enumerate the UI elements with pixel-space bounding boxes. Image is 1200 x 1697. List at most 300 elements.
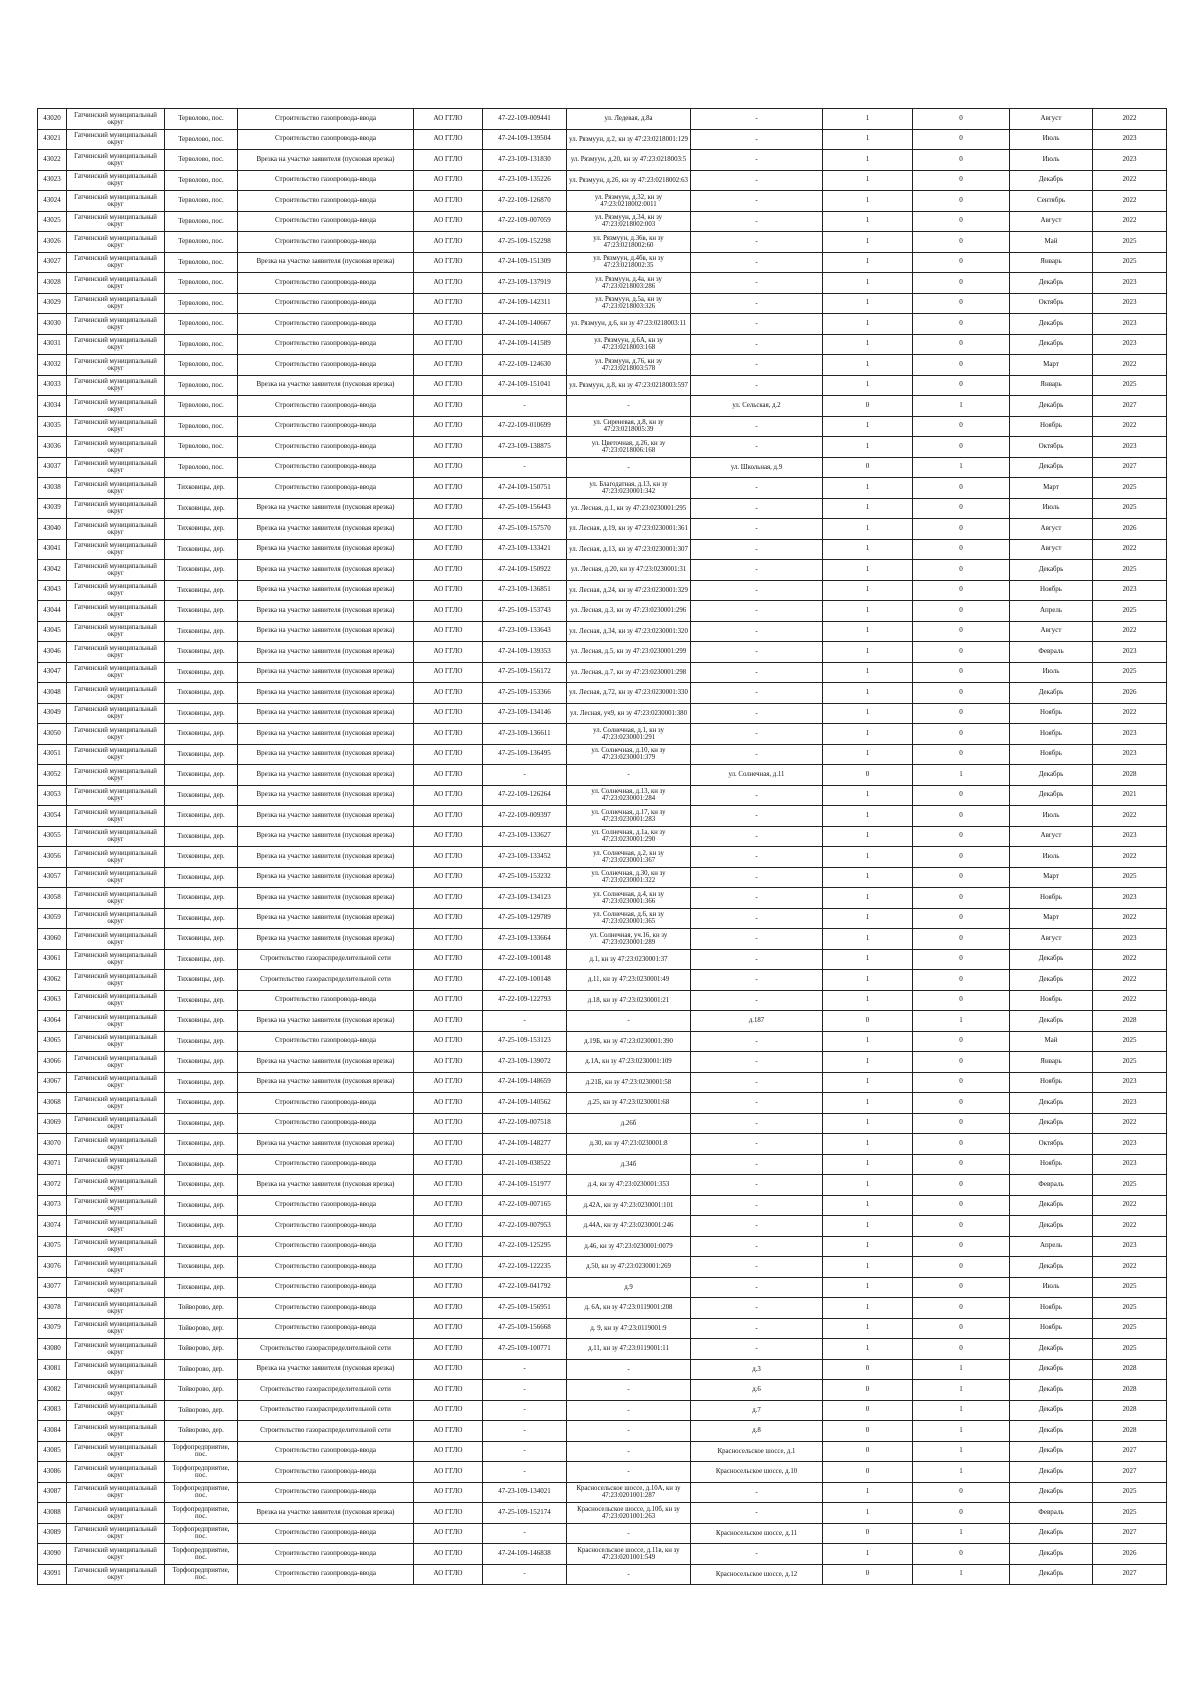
organization-cell: АО ГГЛО [414, 1523, 483, 1544]
municipality-cell: Гатчинский муниципальный округ [67, 560, 165, 581]
count-connected-cell: 1 [823, 1216, 913, 1237]
count-connected-cell: 1 [823, 888, 913, 909]
planned-address-cell: - [691, 232, 823, 253]
month-cell: Июль [1010, 150, 1093, 171]
address-cell: ул. Рязмуун, д.36в, кн зу 47:23:0218002:60 [567, 232, 691, 253]
municipality-cell: Гатчинский муниципальный округ [67, 744, 165, 765]
year-cell: 2023 [1093, 150, 1167, 171]
planned-address-cell: - [691, 970, 823, 991]
municipality-cell: Гатчинский муниципальный округ [67, 109, 165, 130]
planned-address-cell: ул. Школьная, д.9 [691, 457, 823, 478]
work-type-cell: Строительство газораспределительной сети [238, 1380, 414, 1401]
year-cell: 2025 [1093, 498, 1167, 519]
count-planned-cell: 0 [913, 1544, 1010, 1565]
row-number: 43059 [38, 908, 67, 929]
count-planned-cell: 0 [913, 1482, 1010, 1503]
work-type-cell: Строительство газопровода-ввода [238, 211, 414, 232]
row-number: 43060 [38, 929, 67, 950]
year-cell: 2023 [1093, 437, 1167, 458]
count-planned-cell: 0 [913, 929, 1010, 950]
application-number-cell: 47-23-109-133421 [483, 539, 567, 560]
address-cell: ул. Рязмуун, д.76, кн зу 47:23:0218003:578 [567, 355, 691, 376]
count-planned-cell: 0 [913, 150, 1010, 171]
count-connected-cell: 1 [823, 252, 913, 273]
year-cell: 2023 [1093, 314, 1167, 335]
count-planned-cell: 0 [913, 1031, 1010, 1052]
application-number-cell: 47-23-109-138875 [483, 437, 567, 458]
count-planned-cell: 1 [913, 457, 1010, 478]
settlement-cell: Тихковицы, дер. [165, 806, 238, 827]
row-number: 43072 [38, 1175, 67, 1196]
planned-address-cell: д.7 [691, 1400, 823, 1421]
year-cell: 2022 [1093, 847, 1167, 868]
application-number-cell: 47-24-109-151309 [483, 252, 567, 273]
row-number: 43073 [38, 1195, 67, 1216]
address-cell: ул. Рязмуун, д.4а, кн зу 47:23:0218003:286 [567, 273, 691, 294]
settlement-cell: Терволово, пос. [165, 437, 238, 458]
year-cell: 2028 [1093, 1359, 1167, 1380]
work-type-cell: Строительство газопровода-ввода [238, 1257, 414, 1278]
count-planned-cell: 0 [913, 273, 1010, 294]
count-planned-cell: 0 [913, 129, 1010, 150]
application-number-cell: 47-23-109-133664 [483, 929, 567, 950]
application-number-cell: - [483, 396, 567, 417]
table-row [38, 621, 1167, 642]
table-row [38, 1544, 1167, 1565]
table-row [38, 744, 1167, 765]
table-row [38, 1441, 1167, 1462]
work-type-cell: Врезка на участке заявителя (пусковая врезка) [238, 785, 414, 806]
row-number: 43064 [38, 1011, 67, 1032]
month-cell: Декабрь [1010, 1195, 1093, 1216]
row-number: 43046 [38, 642, 67, 663]
work-type-cell: Врезка на участке заявителя (пусковая врезка) [238, 519, 414, 540]
work-type-cell: Врезка на участке заявителя (пусковая врезка) [238, 252, 414, 273]
row-number: 43074 [38, 1216, 67, 1237]
municipality-cell: Гатчинский муниципальный округ [67, 416, 165, 437]
organization-cell: АО ГГЛО [414, 375, 483, 396]
work-type-cell: Врезка на участке заявителя (пусковая врезка) [238, 621, 414, 642]
organization-cell: АО ГГЛО [414, 519, 483, 540]
count-connected-cell: 1 [823, 847, 913, 868]
year-cell: 2026 [1093, 1544, 1167, 1565]
work-type-cell: Строительство газопровода-ввода [238, 314, 414, 335]
month-cell: Июль [1010, 1277, 1093, 1298]
organization-cell: АО ГГЛО [414, 703, 483, 724]
planned-address-cell: - [691, 519, 823, 540]
table-row [38, 396, 1167, 417]
municipality-cell: Гатчинский муниципальный округ [67, 211, 165, 232]
count-planned-cell: 0 [913, 109, 1010, 130]
year-cell: 2027 [1093, 1441, 1167, 1462]
address-cell: д.18, кн зу 47:23:0230001:21 [567, 990, 691, 1011]
work-type-cell: Строительство газопровода-ввода [238, 416, 414, 437]
organization-cell: АО ГГЛО [414, 601, 483, 622]
municipality-cell: Гатчинский муниципальный округ [67, 1236, 165, 1257]
organization-cell: АО ГГЛО [414, 1031, 483, 1052]
count-planned-cell: 0 [913, 662, 1010, 683]
month-cell: Апрель [1010, 1236, 1093, 1257]
settlement-cell: Тойворово, дер. [165, 1298, 238, 1319]
settlement-cell: Тойворово, дер. [165, 1400, 238, 1421]
year-cell: 2022 [1093, 109, 1167, 130]
work-type-cell: Строительство газораспределительной сети [238, 1339, 414, 1360]
row-number: 43057 [38, 867, 67, 888]
row-number: 43062 [38, 970, 67, 991]
address-cell: ул. Солнечная, д.1а, кн зу 47:23:0230001:290 [567, 826, 691, 847]
count-planned-cell: 0 [913, 355, 1010, 376]
organization-cell: АО ГГЛО [414, 109, 483, 130]
settlement-cell: Тихковицы, дер. [165, 867, 238, 888]
count-planned-cell: 0 [913, 1195, 1010, 1216]
table-row [38, 580, 1167, 601]
row-number: 43085 [38, 1441, 67, 1462]
organization-cell: АО ГГЛО [414, 396, 483, 417]
planned-address-cell: - [691, 990, 823, 1011]
year-cell: 2025 [1093, 478, 1167, 499]
table-row [38, 1052, 1167, 1073]
month-cell: Декабрь [1010, 1339, 1093, 1360]
planned-address-cell: - [691, 437, 823, 458]
municipality-cell: Гатчинский муниципальный округ [67, 826, 165, 847]
organization-cell: АО ГГЛО [414, 273, 483, 294]
work-type-cell: Врезка на участке заявителя (пусковая врезка) [238, 888, 414, 909]
address-cell: ул. Рязмуун, д.6А, кн зу 47:23:0218003:168 [567, 334, 691, 355]
municipality-cell: Гатчинский муниципальный округ [67, 1400, 165, 1421]
settlement-cell: Тихковицы, дер. [165, 1031, 238, 1052]
row-number: 43066 [38, 1052, 67, 1073]
row-number: 43055 [38, 826, 67, 847]
row-number: 43090 [38, 1544, 67, 1565]
address-cell: - [567, 765, 691, 786]
work-type-cell: Строительство газораспределительной сети [238, 1400, 414, 1421]
row-number: 43091 [38, 1564, 67, 1585]
planned-address-cell: - [691, 683, 823, 704]
table-row [38, 560, 1167, 581]
application-number-cell: 47-22-109-007518 [483, 1113, 567, 1134]
year-cell: 2025 [1093, 560, 1167, 581]
municipality-cell: Гатчинский муниципальный округ [67, 170, 165, 191]
municipality-cell: Гатчинский муниципальный округ [67, 498, 165, 519]
planned-address-cell: - [691, 642, 823, 663]
count-connected-cell: 1 [823, 1154, 913, 1175]
planned-address-cell: - [691, 150, 823, 171]
organization-cell: АО ГГЛО [414, 1318, 483, 1339]
row-number: 43026 [38, 232, 67, 253]
settlement-cell: Терволово, пос. [165, 375, 238, 396]
year-cell: 2023 [1093, 929, 1167, 950]
year-cell: 2025 [1093, 252, 1167, 273]
address-cell: д.19Б, кн зу 47:23:0230001:390 [567, 1031, 691, 1052]
month-cell: Октябрь [1010, 293, 1093, 314]
count-connected-cell: 1 [823, 990, 913, 1011]
count-connected-cell: 1 [823, 498, 913, 519]
application-number-cell: 47-25-109-129789 [483, 908, 567, 929]
year-cell: 2022 [1093, 949, 1167, 970]
month-cell: Декабрь [1010, 273, 1093, 294]
planned-address-cell: - [691, 847, 823, 868]
planned-address-cell: - [691, 1031, 823, 1052]
row-number: 43044 [38, 601, 67, 622]
count-connected-cell: 1 [823, 355, 913, 376]
application-number-cell: - [483, 1441, 567, 1462]
organization-cell: АО ГГЛО [414, 1236, 483, 1257]
address-cell: ул. Рязмуун, д.2, кн зу 47:23:0218001:129 [567, 129, 691, 150]
table-row [38, 334, 1167, 355]
planned-address-cell: - [691, 949, 823, 970]
count-connected-cell: 1 [823, 478, 913, 499]
application-number-cell: 47-24-109-148277 [483, 1134, 567, 1155]
year-cell: 2022 [1093, 355, 1167, 376]
year-cell: 2025 [1093, 1175, 1167, 1196]
organization-cell: АО ГГЛО [414, 1359, 483, 1380]
planned-address-cell: - [691, 1277, 823, 1298]
row-number: 43038 [38, 478, 67, 499]
row-number: 43047 [38, 662, 67, 683]
work-type-cell: Врезка на участке заявителя (пусковая врезка) [238, 929, 414, 950]
month-cell: Ноябрь [1010, 703, 1093, 724]
row-number: 43021 [38, 129, 67, 150]
count-planned-cell: 0 [913, 1339, 1010, 1360]
row-number: 43023 [38, 170, 67, 191]
planned-address-cell: - [691, 334, 823, 355]
municipality-cell: Гатчинский муниципальный округ [67, 1421, 165, 1442]
planned-address-cell: - [691, 416, 823, 437]
table-row [38, 1462, 1167, 1483]
address-cell: ул. Лесная, д.20, кн зу 47:23:0230001:31 [567, 560, 691, 581]
planned-address-cell: - [691, 662, 823, 683]
work-type-cell: Строительство газопровода-ввода [238, 1482, 414, 1503]
row-number: 43036 [38, 437, 67, 458]
planned-address-cell: - [691, 560, 823, 581]
year-cell: 2022 [1093, 1195, 1167, 1216]
count-connected-cell: 1 [823, 724, 913, 745]
application-number-cell: 47-23-109-137919 [483, 273, 567, 294]
year-cell: 2022 [1093, 806, 1167, 827]
year-cell: 2027 [1093, 396, 1167, 417]
municipality-cell: Гатчинский муниципальный округ [67, 1113, 165, 1134]
table-row [38, 1031, 1167, 1052]
address-cell: ул. Лесная, д.24, кн зу 47:23:0230001:329 [567, 580, 691, 601]
address-cell: Красносельское шоссе, д.11в, кн зу 47:23:0201001:549 [567, 1544, 691, 1565]
table-row [38, 1380, 1167, 1401]
count-connected-cell: 1 [823, 744, 913, 765]
work-type-cell: Строительство газопровода-ввода [238, 1298, 414, 1319]
municipality-cell: Гатчинский муниципальный округ [67, 867, 165, 888]
count-connected-cell: 1 [823, 1072, 913, 1093]
count-planned-cell: 0 [913, 806, 1010, 827]
year-cell: 2022 [1093, 1216, 1167, 1237]
application-number-cell: 47-23-109-139072 [483, 1052, 567, 1073]
organization-cell: АО ГГЛО [414, 1421, 483, 1442]
planned-address-cell: д.3 [691, 1359, 823, 1380]
count-planned-cell: 0 [913, 232, 1010, 253]
work-type-cell: Врезка на участке заявителя (пусковая врезка) [238, 683, 414, 704]
count-planned-cell: 0 [913, 560, 1010, 581]
row-number: 43024 [38, 191, 67, 212]
count-connected-cell: 1 [823, 601, 913, 622]
month-cell: Май [1010, 1031, 1093, 1052]
work-type-cell: Строительство газораспределительной сети [238, 970, 414, 991]
year-cell: 2023 [1093, 580, 1167, 601]
count-connected-cell: 1 [823, 867, 913, 888]
organization-cell: АО ГГЛО [414, 1503, 483, 1524]
table-row [38, 1400, 1167, 1421]
count-planned-cell: 0 [913, 1503, 1010, 1524]
application-number-cell: 47-24-109-146838 [483, 1544, 567, 1565]
application-number-cell: 47-25-109-153232 [483, 867, 567, 888]
planned-address-cell: - [691, 806, 823, 827]
row-number: 43034 [38, 396, 67, 417]
address-cell: ул. Солнечная, д.13, кн зу 47:23:0230001:284 [567, 785, 691, 806]
year-cell: 2025 [1093, 375, 1167, 396]
organization-cell: АО ГГЛО [414, 334, 483, 355]
table-row [38, 1011, 1167, 1032]
municipality-cell: Гатчинский муниципальный округ [67, 1339, 165, 1360]
municipality-cell: Гатчинский муниципальный округ [67, 191, 165, 212]
work-type-cell: Строительство газораспределительной сети [238, 949, 414, 970]
municipality-cell: Гатчинский муниципальный округ [67, 765, 165, 786]
year-cell: 2021 [1093, 785, 1167, 806]
address-cell: д.30, кн зу 47:23:0230001:8 [567, 1134, 691, 1155]
settlement-cell: Тихковицы, дер. [165, 642, 238, 663]
application-number-cell: 47-23-109-135226 [483, 170, 567, 191]
row-number: 43086 [38, 1462, 67, 1483]
organization-cell: АО ГГЛО [414, 949, 483, 970]
municipality-cell: Гатчинский муниципальный округ [67, 375, 165, 396]
table-row [38, 1175, 1167, 1196]
municipality-cell: Гатчинский муниципальный округ [67, 642, 165, 663]
organization-cell: АО ГГЛО [414, 498, 483, 519]
row-number: 43039 [38, 498, 67, 519]
application-number-cell: - [483, 1359, 567, 1380]
organization-cell: АО ГГЛО [414, 1257, 483, 1278]
count-planned-cell: 0 [913, 437, 1010, 458]
table-row [38, 888, 1167, 909]
address-cell: ул. Благодатная, д.13, кн зу 47:23:0230001:342 [567, 478, 691, 499]
address-cell: д.1А, кн зу 47:23:0230001:109 [567, 1052, 691, 1073]
planned-address-cell: Красносельское шоссе, д.1 [691, 1441, 823, 1462]
row-number: 43041 [38, 539, 67, 560]
month-cell: Декабрь [1010, 1011, 1093, 1032]
municipality-cell: Гатчинский муниципальный округ [67, 273, 165, 294]
month-cell: Декабрь [1010, 1523, 1093, 1544]
month-cell: Август [1010, 539, 1093, 560]
application-number-cell: 47-22-109-007059 [483, 211, 567, 232]
municipality-cell: Гатчинский муниципальный округ [67, 949, 165, 970]
address-cell: - [567, 1421, 691, 1442]
month-cell: Январь [1010, 252, 1093, 273]
planned-address-cell: - [691, 580, 823, 601]
month-cell: Декабрь [1010, 970, 1093, 991]
planned-address-cell: - [691, 785, 823, 806]
planned-address-cell: д.8 [691, 1421, 823, 1442]
count-planned-cell: 1 [913, 1441, 1010, 1462]
month-cell: Март [1010, 867, 1093, 888]
address-cell: ул. Рязмуун, д.4бв, кн зу 47:23:0218002:35 [567, 252, 691, 273]
count-planned-cell: 0 [913, 949, 1010, 970]
application-number-cell: 47-22-109-125295 [483, 1236, 567, 1257]
row-number: 43053 [38, 785, 67, 806]
count-planned-cell: 0 [913, 498, 1010, 519]
count-connected-cell: 1 [823, 293, 913, 314]
month-cell: Декабрь [1010, 170, 1093, 191]
organization-cell: АО ГГЛО [414, 129, 483, 150]
planned-address-cell: - [691, 826, 823, 847]
settlement-cell: Тихковицы, дер. [165, 929, 238, 950]
municipality-cell: Гатчинский муниципальный округ [67, 1441, 165, 1462]
year-cell: 2026 [1093, 519, 1167, 540]
work-type-cell: Строительство газопровода-ввода [238, 1523, 414, 1544]
year-cell: 2025 [1093, 1031, 1167, 1052]
year-cell: 2023 [1093, 642, 1167, 663]
work-type-cell: Строительство газопровода-ввода [238, 990, 414, 1011]
count-connected-cell: 1 [823, 314, 913, 335]
table-row [38, 519, 1167, 540]
table-row [38, 375, 1167, 396]
settlement-cell: Тихковицы, дер. [165, 1134, 238, 1155]
month-cell: Февраль [1010, 642, 1093, 663]
month-cell: Декабрь [1010, 1482, 1093, 1503]
row-number: 43022 [38, 150, 67, 171]
work-type-cell: Строительство газопровода-ввода [238, 232, 414, 253]
table-row [38, 252, 1167, 273]
month-cell: Декабрь [1010, 1441, 1093, 1462]
year-cell: 2023 [1093, 724, 1167, 745]
address-cell: д.26б [567, 1113, 691, 1134]
settlement-cell: Тихковицы, дер. [165, 1052, 238, 1073]
table-body [38, 109, 1167, 1585]
work-type-cell: Врезка на участке заявителя (пусковая врезка) [238, 806, 414, 827]
settlement-cell: Тихковицы, дер. [165, 1154, 238, 1175]
municipality-cell: Гатчинский муниципальный округ [67, 970, 165, 991]
address-cell: д.46, кн зу 47:23:0230001:0079 [567, 1236, 691, 1257]
table-row [38, 724, 1167, 745]
month-cell: Декабрь [1010, 1216, 1093, 1237]
count-connected-cell: 1 [823, 273, 913, 294]
address-cell: - [567, 1011, 691, 1032]
planned-address-cell: ул. Солнечная, д.11 [691, 765, 823, 786]
month-cell: Декабрь [1010, 1462, 1093, 1483]
organization-cell: АО ГГЛО [414, 416, 483, 437]
organization-cell: АО ГГЛО [414, 580, 483, 601]
count-connected-cell: 1 [823, 1031, 913, 1052]
row-number: 43056 [38, 847, 67, 868]
address-cell: д.4, кн зу 47:23:0230001:353 [567, 1175, 691, 1196]
planned-address-cell: - [691, 724, 823, 745]
count-planned-cell: 0 [913, 703, 1010, 724]
month-cell: Август [1010, 929, 1093, 950]
work-type-cell: Врезка на участке заявителя (пусковая врезка) [238, 1503, 414, 1524]
application-number-cell: 47-23-109-134146 [483, 703, 567, 724]
work-type-cell: Строительство газопровода-ввода [238, 457, 414, 478]
row-number: 43084 [38, 1421, 67, 1442]
municipality-cell: Гатчинский муниципальный округ [67, 929, 165, 950]
table-row [38, 1523, 1167, 1544]
count-connected-cell: 1 [823, 1544, 913, 1565]
municipality-cell: Гатчинский муниципальный округ [67, 1482, 165, 1503]
application-number-cell: 47-22-109-122235 [483, 1257, 567, 1278]
organization-cell: АО ГГЛО [414, 744, 483, 765]
planned-address-cell: - [691, 355, 823, 376]
organization-cell: АО ГГЛО [414, 662, 483, 683]
address-cell: ул. Лесная, д.13, кн зу 47:23:0230001:307 [567, 539, 691, 560]
count-planned-cell: 0 [913, 847, 1010, 868]
month-cell: Декабрь [1010, 1544, 1093, 1565]
row-number: 43033 [38, 375, 67, 396]
count-planned-cell: 0 [913, 1113, 1010, 1134]
address-cell: ул. Лесная, д.3, кн зу 47:23:0230001:296 [567, 601, 691, 622]
